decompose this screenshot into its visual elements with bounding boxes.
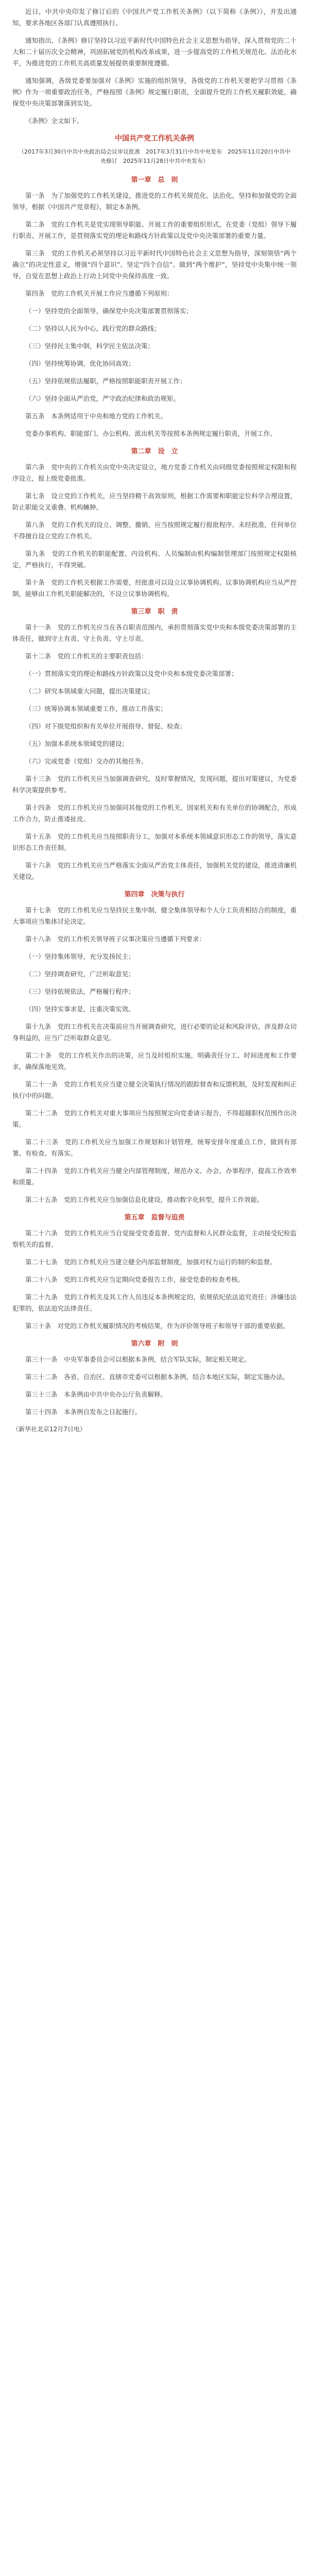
article-paragraph: （六）完成党委（党组）交办的其他任务。 <box>25 757 148 765</box>
article-paragraph: 第十二条 党的工作机关的主要职责包括： <box>25 652 148 660</box>
article-paragraph: （二）坚持调查研究，广泛听取意见； <box>25 970 135 978</box>
document-title: 中国共产党工作机关条例 <box>115 134 194 143</box>
article-paragraph: 第二十三条 党的工作机关应当加强工作规划和计划管理，统筹安排年度重点工作，做到有部署、有检查、有落实。 <box>12 1138 297 1157</box>
article-paragraph: 第三十四条 本条例自发布之日起施行。 <box>25 1408 142 1416</box>
chapter-section <box>12 1338 297 1418</box>
article-paragraph: （四）对下级党组织和有关单位开展指导、督促、检查； <box>25 722 186 730</box>
chapter-heading: 第一章 总 则 <box>131 176 178 184</box>
article-paragraph: 第十三条 党的工作机关应当加强调查研究，及时掌握情况，发现问题，提出对策建议，为党委科学决策提供参考。 <box>12 775 297 794</box>
article-paragraph: （二）坚持以人民为中心，践行党的群众路线； <box>25 325 161 332</box>
intro-paragraph: 近日，中共中央印发了修订后的《中国共产党工作机关条例》（以下简称《条例》），并发出通知，要求各地区各部门认真遵照执行。 <box>12 8 297 27</box>
intro-paragraph: 通知强调，各级党委要加强对《条例》实施的组织领导，各级党的工作机关要把学习贯彻《条例》作为一项重要政治任务，严格按照《条例》规定履行职责，全面提升党的工作机关履职效能，确保党中央决策部署落到实处。 <box>12 77 297 107</box>
article-paragraph: 第一条 为了加强党的工作机关建设，推进党的工作机关规范化、法治化，坚持和加强党的全面领导，根据《中国共产党章程》，制定本条例。 <box>12 192 297 211</box>
article-paragraph: 第二十九条 党的工作机关及其工作人员违反本条例规定的，依规依纪依法追究责任；涉嫌违法犯罪的，依法追究法律责任。 <box>12 1293 297 1312</box>
chapter-section <box>12 889 297 1206</box>
chapter-heading: 第六章 附 则 <box>131 1340 178 1348</box>
chapter-heading: 第五章 监督与追责 <box>124 1214 185 1222</box>
document-note: （2017年3月30日中共中央政治局会议审议批准 2017年3月31日中共中央发布 2025年11月20日中共中央修订 2025年11月28日中共中央发布） <box>19 148 290 164</box>
article-paragraph: 第二十五条 党的工作机关应当加强信息化建设，推动数字化转型，提升工作效能。 <box>25 1196 264 1204</box>
chapter-section <box>12 446 297 600</box>
article-paragraph: （一）坚持集体领导，充分发扬民主； <box>25 953 135 960</box>
intro-paragraph: 《条例》全文如下。 <box>25 117 83 125</box>
article-paragraph: 第三十一条 中央军事委员会可以根据本条例，结合军队实际，制定相关规定。 <box>25 1355 251 1363</box>
intro-section <box>12 6 297 127</box>
article-paragraph: 第十四条 党的工作机关应当加强同其他党的工作机关、国家机关和有关单位的协调配合，形成工作合力，防止推诿扯皮。 <box>12 804 297 823</box>
article-paragraph: 第十六条 党的工作机关应当严格落实全面从严治党主体责任，加强机关党的建设，推进清廉机关建设。 <box>12 861 297 880</box>
article-paragraph: （四）坚持实事求是，注重决策实效。 <box>25 1005 135 1013</box>
article-paragraph: 第二十条 党的工作机关作出的决策，应当及时组织实施，明确责任分工、时间进度和工作要求，确保落地见效。 <box>12 1052 297 1071</box>
article-paragraph: 第二十八条 党的工作机关应当定期向党委报告工作，接受党委的检查考核。 <box>25 1276 245 1283</box>
article-paragraph: 党委办事机构、职能部门、办公机构、派出机关等按照本条例规定履行职责，开展工作。 <box>25 430 277 437</box>
article-paragraph: 第六条 党中央的工作机关由党中央决定设立，地方党委工作机关由同级党委按照规定权限和程序设立，报上级党委批准。 <box>12 463 297 482</box>
article-paragraph: 第九条 党的工作机关的职能配置、内设机构、人员编制由机构编制管理部门按照规定权限核定，严格执行，不得突破。 <box>12 550 297 569</box>
chapter-section <box>12 174 297 439</box>
article-paragraph: 第二十七条 党的工作机关应当建立健全内部监督制度，加强对权力运行的制约和监督。 <box>25 1258 277 1266</box>
article-paragraph: 第二十一条 党的工作机关应当建立健全决策执行情况的跟踪督查和反馈机制，及时发现和纠正执行中的问题。 <box>12 1080 297 1099</box>
chapter-heading: 第三章 职 责 <box>131 608 178 616</box>
article-paragraph: 第二十四条 党的工作机关应当健全内部管理制度，规范办文、办会、办事程序，提高工作效率和质量。 <box>12 1167 297 1186</box>
chapter-heading: 第四章 决策与执行 <box>124 891 185 899</box>
article-paragraph: 第七条 设立党的工作机关，应当坚持精干高效原则，根据工作需要和职能定位科学合理设置，防止职能交叉重叠、机构臃肿。 <box>12 492 297 511</box>
article-paragraph: 第十条 党的工作机关根据工作需要，经批准可以设立议事协调机构。议事协调机构应当从严控制，能够由工作机关职能解决的，不设立议事协调机构。 <box>12 579 297 598</box>
article-paragraph: （六）坚持全面从严治党，严守政治纪律和政治规矩。 <box>25 395 180 402</box>
article-paragraph: （二）研究本领域重大问题，提出决策建议； <box>25 687 154 695</box>
article-paragraph: 第三十三条 本条例由中共中央办公厅负责解释。 <box>25 1391 167 1398</box>
article-paragraph: 第十五条 党的工作机关应当按照职责分工，加强对本系统本领域意识形态工作的领导，落实意识形态工作责任制。 <box>12 833 297 852</box>
article-paragraph: 第二条 党的工作机关是党实现领导职能、开展工作的重要组织形式，在党委（党组）领导下履行职责、开展工作，是贯彻落实党的理论和路线方针政策以及党中央决策部署的重要力量。 <box>12 221 297 240</box>
article-paragraph: （一）贯彻落实党的理论和路线方针政策以及党中央和本级党委决策部署； <box>25 670 238 677</box>
chapter-section <box>12 1212 297 1332</box>
chapters <box>12 174 297 1418</box>
article-paragraph: 第三十条 对党的工作机关履职情况的考核结果，作为评价领导班子和领导干部的重要依据。 <box>25 1322 289 1330</box>
article-paragraph: 第三十二条 各省、自治区、直辖市党委可以根据本条例，结合本地区实际，制定实施办法。 <box>25 1373 289 1381</box>
article-paragraph: 第二十二条 党的工作机关对重大事项应当按照规定向党委请示报告，不得超越职权范围作出决策。 <box>12 1109 297 1128</box>
intro-paragraph: 通知指出，《条例》修订坚持以习近平新时代中国特色社会主义思想为指导，深入贯彻党的二十大和二十届历次全会精神，巩固拓展党的机构改革成果，进一步提高党的工作机关规范化、法治化水平，为推进党的工作机关高质量发展提供重要制度遵循。 <box>12 37 297 67</box>
article-paragraph: （五）加强本系统本领域党的建设； <box>25 740 129 748</box>
article-paragraph: （四）坚持统筹协调，优化协同高效； <box>25 360 135 367</box>
article-paragraph: （五）坚持依规依法履职，严格按照职能职责开展工作； <box>25 377 186 385</box>
article-paragraph: （一）坚持党的全面领导，确保党中央决策部署贯彻落实； <box>25 307 193 315</box>
article-paragraph: 第八条 党的工作机关的设立、调整、撤销，应当按照规定履行报批程序。未经批准，任何单位不得擅自设立党的工作机关。 <box>12 521 297 540</box>
article-paragraph: 第三条 党的工作机关必须坚持以习近平新时代中国特色社会主义思想为指导，深刻领悟“两个确立”的决定性意义，增强“四个意识”、坚定“四个自信”、做到“两个维护”，坚持党中央集中统一领导，自觉在思想上政治上行动上同党中央保持高度一致。 <box>12 249 297 280</box>
article-paragraph: 第十九条 党的工作机关在决策前应当开展调查研究，进行必要的论证和风险评估，涉及群众切身利益的，应当广泛听取群众意见。 <box>12 1023 297 1042</box>
article-paragraph: （三）统筹协调本领域重要工作，推动工作落实； <box>25 705 167 713</box>
article-paragraph: 第五条 本条例适用于中央和地方党的工作机关。 <box>25 412 167 420</box>
article-paragraph: 第十八条 党的工作机关领导班子议事决策应当遵循下列要求： <box>25 935 206 943</box>
article-paragraph: 第二十六条 党的工作机关应当自觉接受党委监督、党内监督和人民群众监督，主动接受纪检监察机关的监督。 <box>12 1229 297 1248</box>
source-footer: （新华社北京12月7日电） <box>12 1426 86 1433</box>
article-paragraph: （三）坚持民主集中制，科学民主依法决策； <box>25 342 154 350</box>
article-paragraph: （三）坚持依规依法，严格履行程序； <box>25 988 135 995</box>
chapter-section <box>12 606 297 883</box>
article-paragraph: 第十七条 党的工作机关应当坚持民主集中制，健全集体领导和个人分工负责相结合的制度，重大事项应当集体讨论决定。 <box>12 906 297 925</box>
chapter-heading: 第二章 设 立 <box>131 448 178 455</box>
article-paragraph: 第四条 党的工作机关开展工作应当遵循下列原则： <box>25 290 174 297</box>
article-paragraph: 第十一条 党的工作机关应当在各自职责范围内，承担贯彻落实党中央和本级党委决策部署的主体责任，做到守土有责、守土负责、守土尽责。 <box>12 623 297 642</box>
